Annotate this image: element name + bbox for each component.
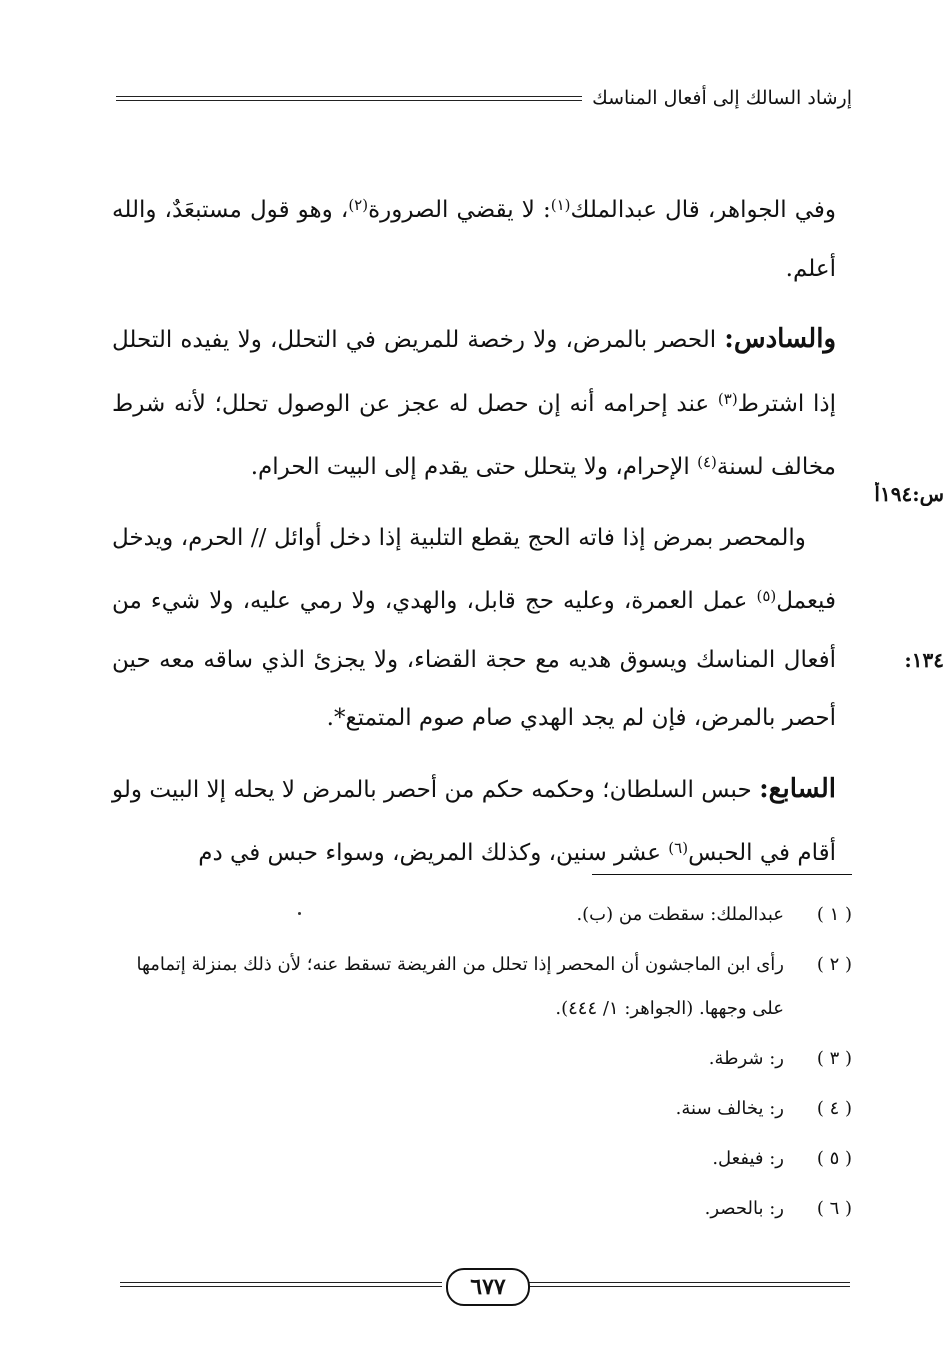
footnote-number: ( ١ )	[816, 904, 852, 925]
footnote-number: ( ٥ )	[816, 1148, 852, 1169]
footnote-text: عبدالملك: سقطت من (ب).	[576, 904, 784, 925]
text-segment: الإحرام، ولا يتحلل حتى يقدم إلى البيت الحرام.	[250, 454, 698, 480]
footnote-3	[112, 1037, 852, 1081]
footnote-1	[112, 893, 852, 937]
footnote-separator	[592, 874, 852, 875]
footnote-ref-3: (٣)	[717, 389, 738, 408]
text-segment: وفي الجواهر، قال عبدالملك	[570, 197, 837, 223]
text-segment: والمحصر بمرض إذا فاته الحج يقطع التلبية إذا دخل أوائل // الحرم، ويدخل فيعمل	[112, 524, 836, 614]
paragraph-4	[112, 760, 836, 883]
paragraph-3	[112, 509, 836, 748]
text-segment: عشر سنين، وكذلك المريض، وسواء حبس في دم	[198, 840, 669, 866]
section-keyword-seventh: السابع:	[759, 773, 836, 804]
text-segment: حبس السلطان؛ وحكمه حكم من أحصر بالمرض لا يحله إلا البيت ولو أقام في الحبس	[112, 776, 836, 866]
footnote-5	[112, 1137, 852, 1181]
footnote-number: ( ٦ )	[816, 1198, 852, 1219]
main-text	[112, 176, 836, 895]
footnote-ref-1: (١)	[550, 196, 571, 214]
paragraph-2	[112, 310, 836, 497]
text-segment: عمل العمرة، وعليه حج قابل، والهدي، ولا رمي عليه، ولا شيء من أفعال المناسك ويسوق هديه مع حجة القضاء، ولا يجزئ الذي ساقه معه حين أحصر بالمرض، فإن لم يجد الهدي صام صوم المتمتع*.	[112, 588, 836, 731]
footnote-text: ر: شرطة.	[708, 1048, 784, 1069]
footnote-ref-5: (٥)	[756, 587, 777, 605]
page-number: ٦٧٧	[446, 1268, 530, 1306]
print-speck	[298, 912, 301, 915]
page-footer	[120, 1268, 850, 1308]
footnotes	[112, 893, 852, 1237]
header-title: إرشاد السالك إلى أفعال المناسك	[582, 84, 852, 112]
footer-rule-right	[528, 1282, 850, 1287]
footnote-number: ( ٤ )	[816, 1098, 852, 1119]
text-segment: : لا يقضي الصرورة	[368, 197, 551, 223]
running-header	[116, 84, 852, 114]
section-keyword-sixth: والسادس:	[724, 324, 836, 354]
footer-rule-left	[120, 1282, 442, 1287]
margin-reference-1: س:١٩٤أ	[874, 482, 944, 506]
footnote-ref-4: (٤)	[697, 453, 717, 471]
footnote-ref-6: (٦)	[668, 839, 689, 857]
footnote-number: ( ٣ )	[816, 1048, 852, 1069]
footnote-2	[112, 943, 852, 1031]
footnote-number: ( ٢ )	[816, 954, 852, 975]
header-double-rule	[116, 96, 602, 101]
footnote-ref-2: (٢)	[348, 196, 369, 214]
margin-reference-2: :١٣٤	[904, 648, 944, 672]
paragraph-1	[112, 176, 836, 298]
footnote-4	[112, 1087, 852, 1131]
footnote-text: ر: فيفعل.	[712, 1148, 784, 1169]
footnote-6	[112, 1187, 852, 1231]
footnote-text: ر: يخالف سنة.	[675, 1098, 784, 1119]
text-segment: ، وهو قول مستبعَدٌ، والله أعلم.	[112, 197, 836, 282]
text-segment: عند إحرامه أنه إن حصل له عجز عن الوصول تحلل؛ لأنه شرط مخالف لسنة	[112, 390, 836, 480]
text-segment: الحصر بالمرض، ولا رخصة للمريض في التحلل، ولا يفيده التحلل إذا اشترط	[112, 327, 836, 417]
footnote-text: رأى ابن الماجشون أن المحصر إذا تحلل من الفريضة تسقط عنه؛ لأن ذلك بمنزلة إتمامها على وجهها. (الجواهر: ١/ ٤٤٤).	[136, 954, 784, 1019]
footnote-text: ر: بالحصر.	[704, 1198, 784, 1219]
